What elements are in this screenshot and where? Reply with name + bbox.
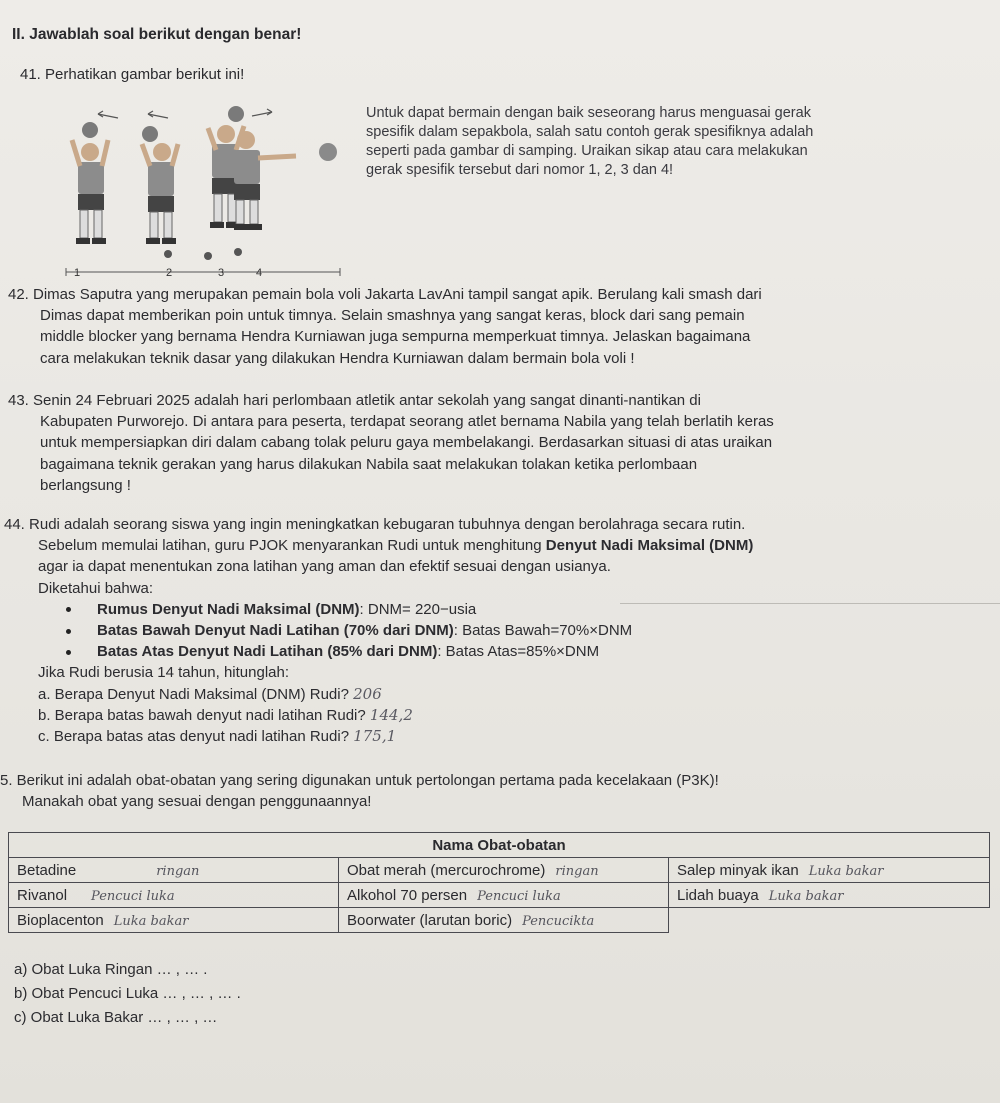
q42-line: Dimas dapat memberikan poin untuk timnya. Selain smashnya yang sangat keras, block dari sang pemain xyxy=(40,307,745,325)
medicine-name: Salep minyak ikan xyxy=(677,861,799,879)
faint-rule xyxy=(620,603,1000,604)
q42-line: 42. Dimas Saputra yang merupakan pemain bola voli Jakarta LavAni tampil sangat apik. Berulang kali smash dari xyxy=(8,286,762,303)
figure-label-4: 4 xyxy=(256,267,263,279)
q41-line: gerak spesifik tersebut dari nomor 1, 2, 3 dan 4! xyxy=(366,162,674,178)
answer-line: c) Obat Luka Bakar … , … , … xyxy=(14,1009,218,1026)
q43-line: Kabupaten Purworejo. Di antara para peserta, terdapat seorang atlet bernama Nabila yang telah berlatih keras xyxy=(40,413,774,431)
q44-known-label: Diketahui bahwa: xyxy=(38,579,154,597)
bullet-bold: Rumus Denyut Nadi Maksimal (DNM) xyxy=(97,600,360,618)
q44-line2-text: Sebelum memulai latihan, guru PJOK menyarankan Rudi untuk menghitung xyxy=(38,537,546,555)
q41-heading: 41. Perhatikan gambar berikut ini! xyxy=(20,66,245,83)
bullet-bold: Batas Bawah Denyut Nadi Latihan (70% dari DNM) xyxy=(97,622,454,640)
bullet-rest: : Batas Bawah=70%×DNM xyxy=(453,622,633,640)
sub-question-text: c. Berapa batas atas denyut nadi latihan Rudi? xyxy=(38,728,350,746)
figure-label-1: 1 xyxy=(74,267,81,279)
handwritten-note: ringan xyxy=(555,863,599,879)
table-header: Nama Obat-obatan xyxy=(9,833,990,858)
sub-question-text: b. Berapa batas bawah denyut nadi latihan Rudi? xyxy=(38,706,366,724)
q41-line: seperti pada gambar di samping. Uraikan sikap atau cara melakukan xyxy=(366,143,808,159)
bullet-dot xyxy=(66,607,71,612)
player-figure-1 xyxy=(72,122,108,244)
table-cell xyxy=(669,883,990,908)
handwritten-note: Pencucikta xyxy=(522,913,595,929)
football-heading-illustration xyxy=(60,100,360,280)
medicine-name: Alkohol 70 persen xyxy=(347,886,468,904)
q44-bullet-item xyxy=(4,641,753,662)
handwritten-note: Pencuci luka xyxy=(477,888,561,904)
q41-line: spesifik dalam sepakbola, salah satu contoh gerak spesifiknya adalah xyxy=(366,124,814,140)
figure-label-2: 2 xyxy=(166,267,173,279)
table-cell xyxy=(339,908,669,933)
q44-sub-question xyxy=(4,705,753,726)
handwritten-note: Luka bakar xyxy=(768,888,844,904)
q44-bullet-item xyxy=(4,599,753,620)
table-header-row xyxy=(9,833,990,858)
q44-sub-question xyxy=(4,726,753,747)
q44-line: 44. Rudi adalah seorang siswa yang ingin meningkatkan kebugaran tubuhnya dengan berolahraga secara rutin. xyxy=(4,516,746,533)
medicine-name: Rivanol xyxy=(17,886,68,904)
q44-ask: Jika Rudi berusia 14 tahun, hitunglah: xyxy=(38,664,290,682)
answer-line: b) Obat Pencuci Luka … , … , … . xyxy=(14,985,241,1002)
q43-line: berlangsung ! xyxy=(40,476,131,494)
bullet-bold: Batas Atas Denyut Nadi Latihan (85% dari DNM) xyxy=(97,643,438,661)
medicine-name: Boorwater (larutan boric) xyxy=(347,911,513,929)
q44-dnm-term: Denyut Nadi Maksimal (DNM) xyxy=(545,537,754,555)
medicine-name: Obat merah (mercurochrome) xyxy=(347,861,546,879)
q44-line: agar ia dapat menentukan zona latihan yang aman dan efektif sesuai dengan usianya. xyxy=(38,558,611,576)
q45-line: Manakah obat yang sesuai dengan penggunaannya! xyxy=(22,793,372,811)
q45-paragraph xyxy=(0,770,719,812)
player-figure-4 xyxy=(234,131,337,230)
q45-line: 5. Berikut ini adalah obat-obatan yang sering digunakan untuk pertolongan pertama pada kecelakaan (P3K)! xyxy=(0,772,719,789)
handwritten-note: Luka bakar xyxy=(113,913,189,929)
medicine-name: Bioplacenton xyxy=(17,911,104,929)
q42-paragraph xyxy=(8,284,762,369)
q43-line: untuk mempersiapkan diri dalam cabang tolak peluru gaya membelakangi. Berdasarkan situasi di atas uraikan xyxy=(40,434,773,452)
player-figure-2 xyxy=(142,126,178,244)
medicine-name: Betadine xyxy=(17,861,77,879)
sub-question-text: a. Berapa Denyut Nadi Maksimal (DNM) Rudi? xyxy=(38,685,349,703)
table-cell xyxy=(9,858,339,883)
table-cell xyxy=(339,883,669,908)
handwritten-answer: 144,2 xyxy=(369,705,413,724)
handwritten-note: Luka bakar xyxy=(808,863,884,879)
table-row xyxy=(9,858,990,883)
q44-sub-question xyxy=(4,684,753,705)
q43-paragraph xyxy=(8,390,774,496)
handwritten-note: Pencuci luka xyxy=(91,888,175,904)
q43-line: bagaimana teknik gerakan yang harus dilakukan Nabila saat melakukan tolakan ketika perlombaan xyxy=(40,455,698,473)
q42-line: cara melakukan teknik dasar yang dilakukan Hendra Kurniawan dalam bermain bola voli ! xyxy=(40,349,635,367)
figure-label-3: 3 xyxy=(218,267,225,279)
bullet-rest: : DNM= 220−usia xyxy=(359,600,477,618)
table-row xyxy=(9,883,990,908)
q41-instructions xyxy=(366,104,991,180)
section-title: II. Jawablah soal berikut dengan benar! xyxy=(12,26,302,43)
answer-line: a) Obat Luka Ringan … , … . xyxy=(14,961,208,978)
medicine-name: Lidah buaya xyxy=(677,886,759,904)
q45-answers xyxy=(14,958,241,1030)
table-cell-empty xyxy=(669,908,990,933)
table-cell xyxy=(339,858,669,883)
q44-line xyxy=(4,535,753,556)
q44-bullet-item xyxy=(4,620,753,641)
handwritten-note: ringan xyxy=(156,863,200,879)
table-cell xyxy=(669,858,990,883)
handwritten-answer: 206 xyxy=(353,684,382,703)
q42-line: middle blocker yang bernama Hendra Kurniawan juga sempurna memperkuat timnya. Jelaskan bagaimana xyxy=(40,328,751,346)
q44-paragraph xyxy=(4,514,753,747)
handwritten-answer: 175,1 xyxy=(353,727,397,746)
bullet-dot xyxy=(66,650,71,655)
bullet-dot xyxy=(66,629,71,634)
medicine-table xyxy=(8,832,990,933)
q43-line: 43. Senin 24 Februari 2025 adalah hari perlombaan atletik antar sekolah yang sangat dinanti-nantikan di xyxy=(8,392,701,409)
q41-line: Untuk dapat bermain dengan baik seseorang harus menguasai gerak xyxy=(366,105,811,121)
table-cell xyxy=(9,908,339,933)
table-row xyxy=(9,908,990,933)
table-cell xyxy=(9,883,339,908)
bullet-rest: : Batas Atas=85%×DNM xyxy=(437,643,600,661)
